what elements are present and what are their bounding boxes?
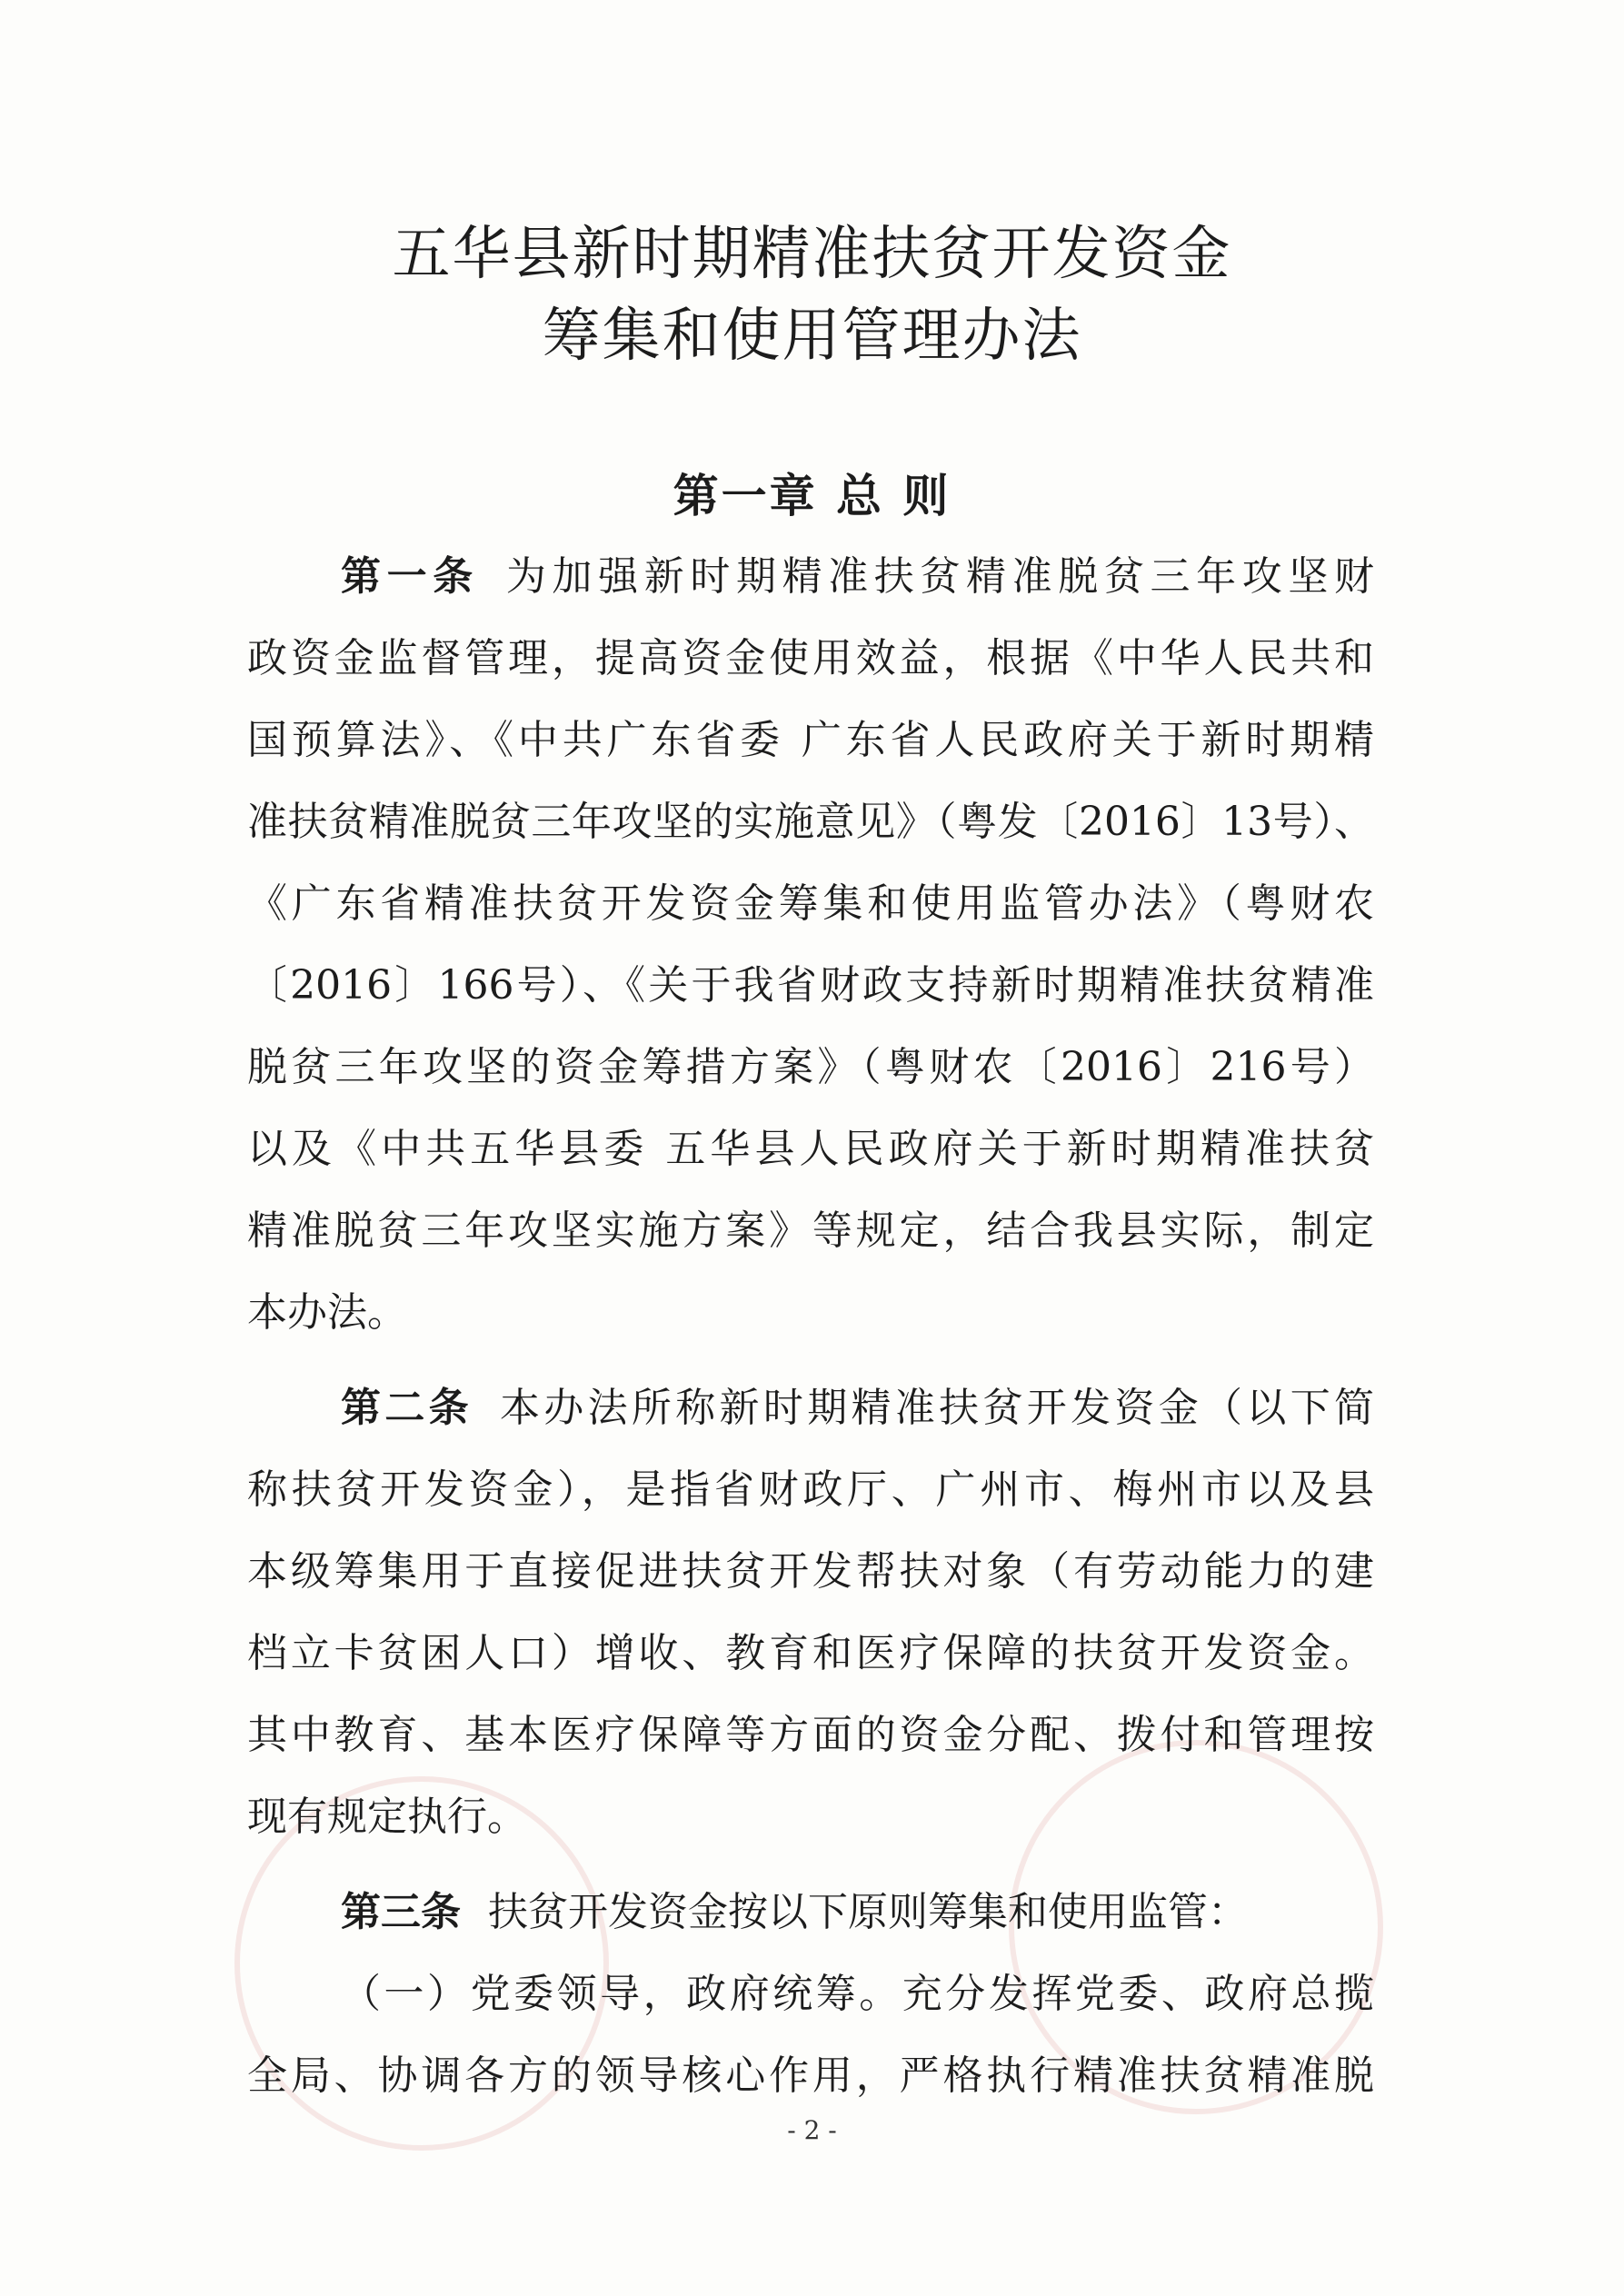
article-1-line-5: 〔2016〕166号）、《关于我省财政支持新时期精准扶贫精准 — [247, 962, 1374, 1009]
article-1-first-line — [341, 536, 1374, 618]
document-title-line-2: 筹集和使用管理办法 — [542, 303, 1082, 370]
article-2-label: 第二条 — [341, 1385, 473, 1431]
principle-1-line-0: （一）党委领导，政府统筹。充分发挥党委、政府总揽 — [341, 1971, 1374, 2017]
article-2-line-4: 其中教育、基本医疗保障等方面的资金分配、拨付和管理按 — [247, 1712, 1374, 1758]
article-3-label: 第三条 — [341, 1889, 461, 1935]
chapter-heading: 第一章 总 则 — [673, 470, 951, 522]
document-title-line-1: 五华县新时期精准扶贫开发资金 — [392, 221, 1232, 288]
article-1-line-7: 以及《中共五华县委 五华县人民政府关于新时期精准扶贫 — [247, 1126, 1374, 1172]
article-2-line-3: 档立卡贫困人口）增收、教育和医疗保障的扶贫开发资金。 — [247, 1630, 1374, 1676]
article-1-label: 第一条 — [341, 553, 479, 600]
article-1-line-8: 精准脱贫三年攻坚实施方案》等规定，结合我县实际，制定 — [247, 1208, 1374, 1254]
article-1-line-9: 本办法。 — [247, 1289, 407, 1336]
article-1-line-0: 为加强新时期精准扶贫精准脱贫三年攻坚财 — [505, 553, 1374, 600]
article-1-line-3: 准扶贫精准脱贫三年攻坚的实施意见》（粤发〔2016〕13号）、 — [247, 799, 1374, 845]
article-3-line-0: 扶贫开发资金按以下原则筹集和使用监管： — [488, 1889, 1248, 1935]
article-1-line-2: 国预算法》、《中共广东省委 广东省人民政府关于新时期精 — [247, 717, 1374, 763]
article-1-line-4: 《广东省精准扶贫开发资金筹集和使用监管办法》（粤财农 — [247, 880, 1374, 927]
article-2-line-0: 本办法所称新时期精准扶贫开发资金（以下简 — [499, 1385, 1374, 1431]
article-1-line-1: 政资金监督管理，提高资金使用效益，根据《中华人民共和 — [247, 635, 1374, 681]
article-2-line-1: 称扶贫开发资金），是指省财政厅、广州市、梅州市以及县 — [247, 1466, 1374, 1513]
article-3-first-line — [341, 1872, 1374, 1953]
principle-1-line-1: 全局、协调各方的领导核心作用，严格执行精准扶贫精准脱 — [247, 2052, 1374, 2099]
article-2-line-2: 本级筹集用于直接促进扶贫开发帮扶对象（有劳动能力的建 — [247, 1548, 1374, 1595]
article-2-first-line — [341, 1367, 1374, 1449]
article-2-line-5: 现有规定执行。 — [247, 1794, 527, 1840]
article-1-line-6: 脱贫三年攻坚的资金筹措方案》（粤财农〔2016〕216号） — [247, 1044, 1374, 1090]
page-number: - 2 - — [787, 2115, 837, 2145]
